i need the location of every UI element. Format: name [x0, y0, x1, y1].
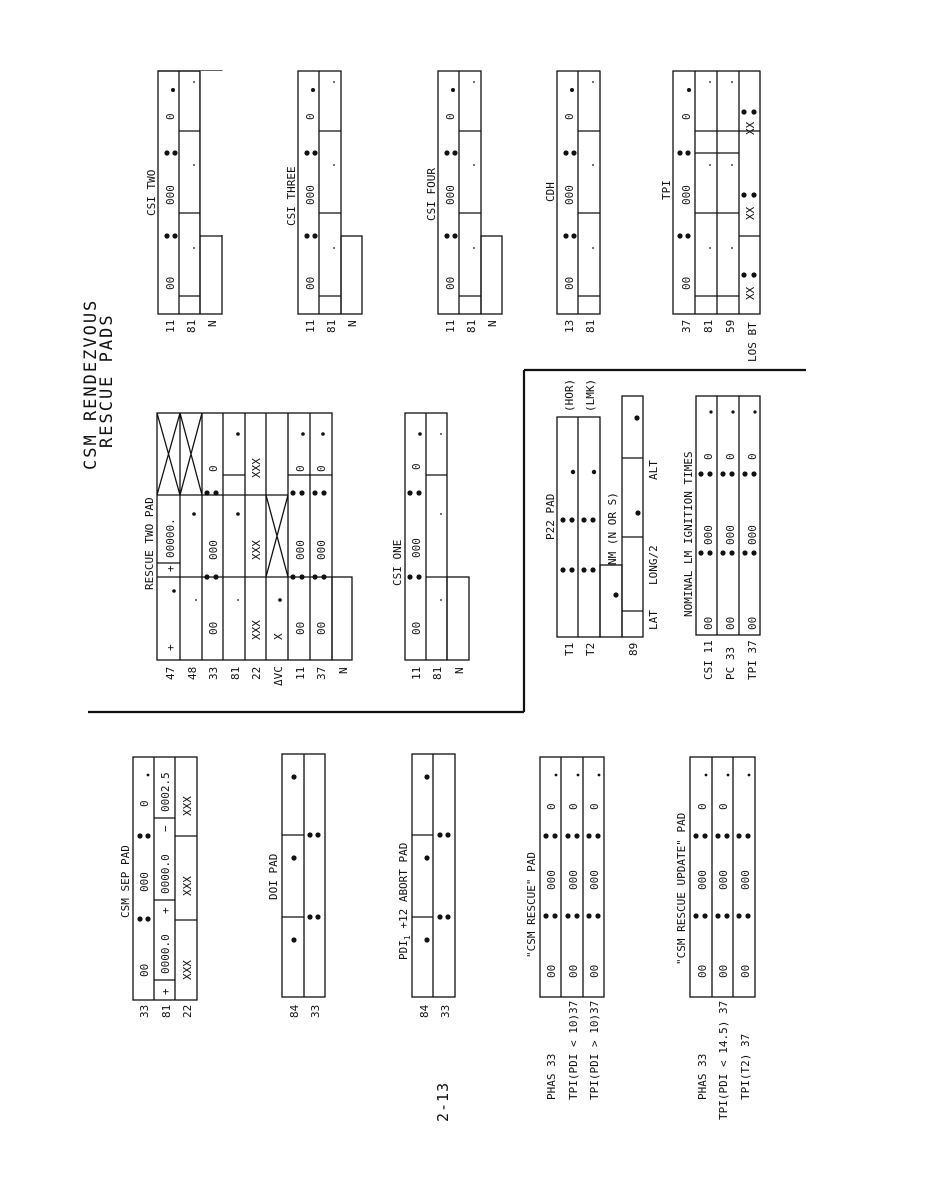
nominal-csi-minutes: 000	[702, 525, 715, 545]
rescue-two-r22-xxx-1: XXX	[250, 620, 263, 640]
rescue-two-r33-seconds: 0	[207, 465, 220, 472]
pdi-title-main: PDI	[397, 940, 410, 960]
p22-alt-label: ALT	[647, 460, 660, 480]
doi-title: DOI PAD	[267, 853, 280, 900]
nominal-pc-minutes: 000	[724, 525, 737, 545]
tpi-pad	[660, 71, 760, 362]
pdi-title-subscript: 1	[403, 935, 412, 941]
pdi-abort-pad	[397, 754, 455, 1018]
csm-sep-hours: 00	[138, 963, 151, 977]
rescue-two-r22-xxx-2: XXX	[250, 540, 263, 560]
rescue-two-row-delta-vc: ΔVC	[272, 666, 285, 686]
csi-three-row-81: 81	[325, 319, 338, 333]
rescue-two-r11-minutes: 000	[294, 540, 307, 560]
csm-rescue-row-phas: PHAS 33	[545, 1053, 558, 1100]
p22-title: P22 PAD	[544, 493, 557, 540]
nominal-row-csi: CSI 11	[702, 640, 715, 680]
nominal-tpi-hours: 00	[746, 616, 759, 630]
tpi-row-los-bt: LOS BT	[746, 322, 759, 362]
doi-pad	[267, 754, 325, 1018]
csm-rescue-r1-seconds: 0	[545, 803, 558, 810]
rescue-two-dvc-x: X	[272, 633, 285, 640]
tpi-cell-seconds: 0	[680, 113, 693, 120]
csi-two-cell-hours: 00	[164, 276, 177, 290]
doi-row-33: 33	[309, 1004, 322, 1018]
csm-rescue-update-row-phas: PHAS 33	[696, 1053, 709, 1100]
rescue-two-r37-seconds: 0	[315, 465, 328, 472]
csm-rescue-r2-minutes: 000	[567, 870, 580, 890]
nominal-row-tpi: TPI 37	[746, 640, 759, 680]
csm-rescue-r1-minutes: 000	[545, 870, 558, 890]
csm-rescue-r2-seconds: 0	[567, 803, 580, 810]
nominal-title: NOMINAL LM IGNITION TIMES	[682, 451, 695, 617]
csi-one-cell-hours: 00	[410, 621, 423, 635]
rescue-two-row-48: 48	[186, 666, 199, 680]
csm-sep-r81-sign-3: −	[159, 825, 172, 832]
csi-three-cell-minutes: 000	[304, 185, 317, 205]
csm-rescue-update-r1-minutes: 000	[696, 870, 709, 890]
page-number: 2-13	[434, 1081, 452, 1122]
nominal-pc-seconds: 0	[724, 453, 737, 460]
p22-long-label: LONG/2	[647, 545, 660, 585]
csi-one-pad	[391, 413, 469, 680]
cdh-pad	[544, 71, 600, 333]
csm-sep-r81-sign-2: +	[159, 907, 172, 914]
csm-sep-minutes: 000	[138, 872, 151, 892]
csi-three-row-n: N	[346, 320, 359, 327]
nominal-tpi-seconds: 0	[746, 453, 759, 460]
rescue-two-r47-sign-2: +	[164, 565, 177, 572]
csi-one-cell-minutes: 000	[410, 538, 423, 558]
csi-one-row-n: N	[453, 667, 466, 674]
tpi-cell-hours: 00	[680, 276, 693, 290]
csm-rescue-pad	[525, 757, 604, 1100]
csi-two-row-11: 11	[164, 319, 177, 333]
rescue-two-row-33: 33	[207, 666, 220, 680]
csi-two-title: CSI TWO	[145, 169, 158, 216]
csm-sep-row-81: 81	[160, 1004, 173, 1018]
p22-row-t2: T2	[584, 642, 597, 656]
cdh-title: CDH	[544, 182, 557, 202]
pdi-row-33: 33	[439, 1004, 452, 1018]
cdh-row-81: 81	[584, 319, 597, 333]
csm-sep-title: CSM SEP PAD	[119, 845, 132, 918]
csm-rescue-update-r2-minutes: 000	[717, 870, 730, 890]
csm-rescue-update-r2-seconds: 0	[717, 803, 730, 810]
csm-sep-r81-sign-1: +	[159, 988, 172, 995]
csm-sep-row-33: 33	[138, 1004, 151, 1018]
page-title-line-2: RESCUE PADS	[97, 313, 117, 448]
nominal-row-pc: PC 33	[724, 646, 737, 680]
csi-three-title: CSI THREE	[285, 166, 298, 226]
tpi-cell-minutes: 000	[680, 185, 693, 205]
csm-rescue-update-pad	[675, 757, 755, 1120]
rescue-two-r11-hours: 00	[294, 621, 307, 635]
csi-one-row-81: 81	[431, 666, 444, 680]
rescue-two-r47-sign: +	[164, 644, 177, 651]
p22-pad	[544, 379, 660, 656]
csi-two-row-n: N	[206, 320, 219, 327]
csi-two-row-81: 81	[185, 319, 198, 333]
csi-three-row-11: 11	[304, 319, 317, 333]
csm-sep-r81-value-3: 0002.5	[159, 772, 172, 812]
csi-four-pad	[425, 71, 502, 333]
rescue-two-row-n: N	[337, 667, 350, 674]
csm-sep-r22-xxx-3: XXX	[181, 796, 194, 816]
rescue-two-r22-xxx-3: XXX	[250, 458, 263, 478]
csm-sep-r22-xxx-2: XXX	[181, 876, 194, 896]
p22-row-89: 89	[627, 642, 640, 656]
csm-rescue-r3-seconds: 0	[588, 803, 601, 810]
rescue-two-r47-value: 00000.	[164, 518, 177, 558]
p22-lmk-label: (LMK)	[584, 378, 597, 412]
nominal-csi-seconds: 0	[702, 453, 715, 460]
tpi-los-hours: XX	[744, 286, 757, 300]
p22-lat-label: LAT	[647, 610, 660, 630]
csm-rescue-title: "CSM RESCUE" PAD	[525, 852, 538, 958]
csm-rescue-update-r3-minutes: 000	[739, 870, 752, 890]
csm-rescue-r3-minutes: 000	[588, 870, 601, 890]
pdi-title	[397, 843, 412, 960]
p22-nm-label: NM (N OR S)	[606, 492, 619, 565]
csi-four-cell-seconds: 0	[444, 113, 457, 120]
rescue-two-row-81: 81	[229, 666, 242, 680]
cdh-cell-hours: 00	[563, 276, 576, 290]
csi-three-cell-seconds: 0	[304, 113, 317, 120]
csi-one-cell-seconds: 0	[410, 463, 423, 470]
csm-rescue-update-r2-hours: 00	[717, 964, 730, 978]
rescue-two-row-22: 22	[250, 666, 263, 680]
tpi-row-37: 37	[680, 319, 693, 333]
rescue-two-row-11: 11	[294, 666, 307, 680]
rescue-two-r33-hours: 00	[207, 621, 220, 635]
csi-four-cell-hours: 00	[444, 276, 457, 290]
csm-rescue-r3-hours: 00	[588, 964, 601, 978]
p22-hor-label: (HOR)	[563, 378, 576, 412]
tpi-row-81: 81	[702, 319, 715, 333]
csi-one-title: CSI ONE	[391, 539, 404, 586]
rescue-two-r37-hours: 00	[315, 621, 328, 635]
csi-four-row-n: N	[486, 320, 499, 327]
csm-rescue-r1-hours: 00	[545, 964, 558, 978]
tpi-los-seconds: XX	[744, 121, 757, 135]
rescue-two-row-37: 37	[315, 666, 328, 680]
csm-sep-seconds: 0	[138, 800, 151, 807]
csm-rescue-update-r1-hours: 00	[696, 964, 709, 978]
csm-rescue-update-r1-seconds: 0	[696, 803, 709, 810]
csi-four-row-11: 11	[444, 319, 457, 333]
csm-rescue-update-row-tpi-t2: TPI(T2) 37	[739, 1033, 752, 1100]
page-title-line-1: CSM RENDEZVOUS	[81, 298, 101, 470]
nominal-tpi-minutes: 000	[746, 525, 759, 545]
csi-four-title: CSI FOUR	[425, 168, 438, 221]
csi-two-pad	[145, 71, 223, 333]
csi-three-cell-hours: 00	[304, 276, 317, 290]
csm-rescue-update-r3-hours: 00	[739, 964, 752, 978]
rescue-two-pad	[143, 413, 352, 686]
csi-one-row-11: 11	[410, 666, 423, 680]
rescue-two-title: RESCUE TWO PAD	[143, 497, 156, 590]
csm-sep-r81-value-1: 0000.0	[159, 934, 172, 974]
cdh-row-13: 13	[563, 319, 576, 333]
nominal-pc-hours: 00	[724, 616, 737, 630]
csm-sep-r81-value-2: 0000.0	[159, 854, 172, 894]
csi-three-pad	[285, 71, 362, 333]
csm-sep-pad	[119, 757, 197, 1018]
csi-two-cell-minutes: 000	[164, 185, 177, 205]
csi-four-cell-minutes: 000	[444, 185, 457, 205]
csm-rescue-r2-hours: 00	[567, 964, 580, 978]
rescue-two-r11-seconds: 0	[294, 465, 307, 472]
csm-rescue-update-row-tpi-pdi: TPI(PDI < 14.5) 37	[717, 1000, 730, 1120]
csm-sep-r22-xxx-1: XXX	[181, 960, 194, 980]
pdi-title-rest: +12 ABORT PAD	[397, 842, 410, 936]
nominal-csi-hours: 00	[702, 616, 715, 630]
csm-rescue-row-tpi-lt: TPI(PDI < 10)37	[567, 1000, 580, 1100]
csm-rescue-update-title: "CSM RESCUE UPDATE" PAD	[675, 812, 688, 965]
tpi-los-minutes: XX	[744, 206, 757, 220]
csm-rescue-row-tpi-gt: TPI(PDI > 10)37	[588, 1000, 601, 1100]
pdi-row-84: 84	[418, 1004, 431, 1018]
rescue-two-r37-minutes: 000	[315, 540, 328, 560]
rescue-two-r33-minutes: 000	[207, 540, 220, 560]
tpi-row-59: 59	[724, 319, 737, 333]
cdh-cell-seconds: 0	[563, 113, 576, 120]
nominal-ignition-times	[682, 396, 760, 680]
rescue-two-row-47: 47	[164, 666, 177, 680]
csm-sep-row-22: 22	[181, 1004, 194, 1018]
cdh-cell-minutes: 000	[563, 185, 576, 205]
p22-row-t1: T1	[563, 642, 576, 656]
csi-four-row-81: 81	[465, 319, 478, 333]
doi-row-84: 84	[288, 1004, 301, 1018]
csi-two-cell-seconds: 0	[164, 113, 177, 120]
tpi-title: TPI	[660, 180, 673, 200]
